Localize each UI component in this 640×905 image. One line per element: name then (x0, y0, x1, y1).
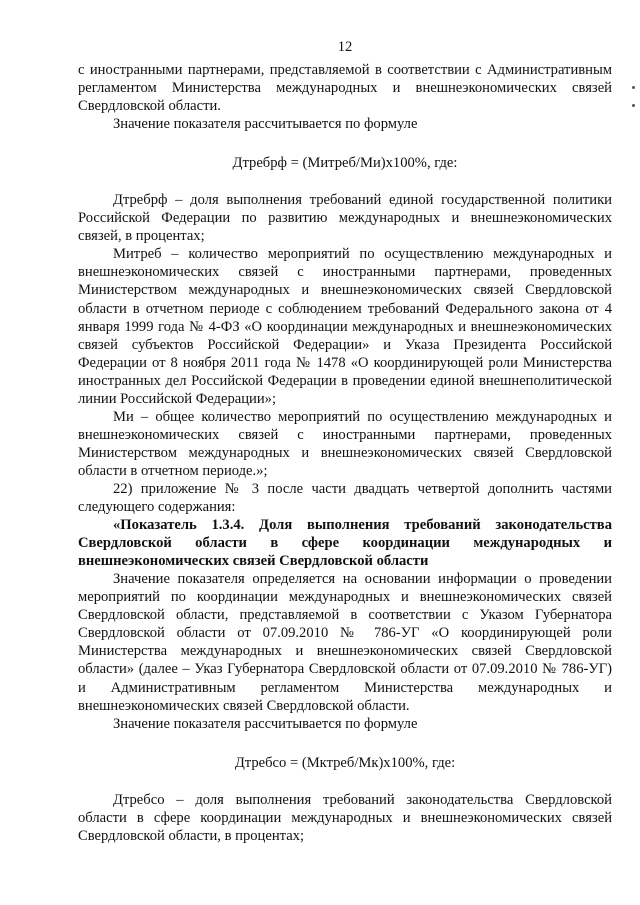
paragraph-formula-intro: Значение показателя рассчитывается по формуле (113, 116, 418, 133)
paragraph-item-22: 22) приложение № 3 после части двадцать четвертой дополнить частями следующего содержания: (78, 480, 612, 516)
paragraph-indicator-basis: Значение показателя определяется на основании информации о проведении мероприятий по координации международных и внешнеэкономических связей Свердловской области, представляемой в соответствии с Указом Губернатора Свердловской области от 07.09.2010 № 786-УГ «О координирующей роли Министерства международных и внешнеэкономических связей Свердловской области» (далее – Указ Губернатора Свердловской области от 07.09.2010 № 786-УГ) и Административным регламентом Министерства международных и внешнеэкономических связей Свердловской области. (78, 571, 612, 714)
paragraph-dtrebrf-definition: Дтребрф – доля выполнения требований единой государственной политики Российской Федерации по развитию международных и внешнеэкономических связей, в процентах; (78, 192, 612, 245)
scan-speck (632, 104, 635, 107)
paragraph-mi-definition: Ми – общее количество мероприятий по осуществлению международных и внешнеэкономических связей с иностранными партнерами, проведенных Министерством международных и внешнеэкономических связей Свердловской области в отчетном периоде.»; (78, 408, 612, 479)
document-page (78, 38, 612, 845)
formula-dtrebso: Дтребсо = (Мктреб/Мк)x100%, где: (234, 754, 456, 771)
paragraph-dtrebso-definition: Дтребсо – доля выполнения требований законодательства Свердловской области в сфере координации международных и внешнеэкономических связей Свердловской области, в процентах; (78, 791, 612, 844)
paragraph-formula-intro-2: Значение показателя рассчитывается по формуле (113, 715, 418, 732)
scan-speck (632, 86, 635, 89)
paragraph-mitreb-definition: Митреб – количество мероприятий по осуществлению международных и внешнеэкономических связей с иностранными партнерами, проведенных Министерством международных и внешнеэкономических связей Свердловской области в отчетном периоде с соблюдением требований Федерального закона от 4 января 1999 года № 4-ФЗ «О координации международных и внешнеэкономических связей субъектов Российской Федерации» и Указа Президента Российской Федерации от 8 ноября 2011 года № 1478 «О координирующей роли Министерства иностранных дел Российской Федерации в проведении единой внешнеполитической линии Российской Федерации»; (78, 246, 612, 407)
formula-dtrebrf: Дтребрф = (Митреб/Ми)x100%, где: (232, 155, 458, 172)
page-number: 12 (337, 39, 353, 55)
paragraph-continuation: с иностранными партнерами, представляемой в соответствии с Административным регламентом Министерства международных и внешнеэкономических связей Свердловской области. (78, 62, 612, 115)
indicator-heading: «Показатель 1.3.4. Доля выполнения требований законодательства Свердловской области в сфере координации международных и внешнеэкономических связей Свердловской области (78, 517, 612, 570)
